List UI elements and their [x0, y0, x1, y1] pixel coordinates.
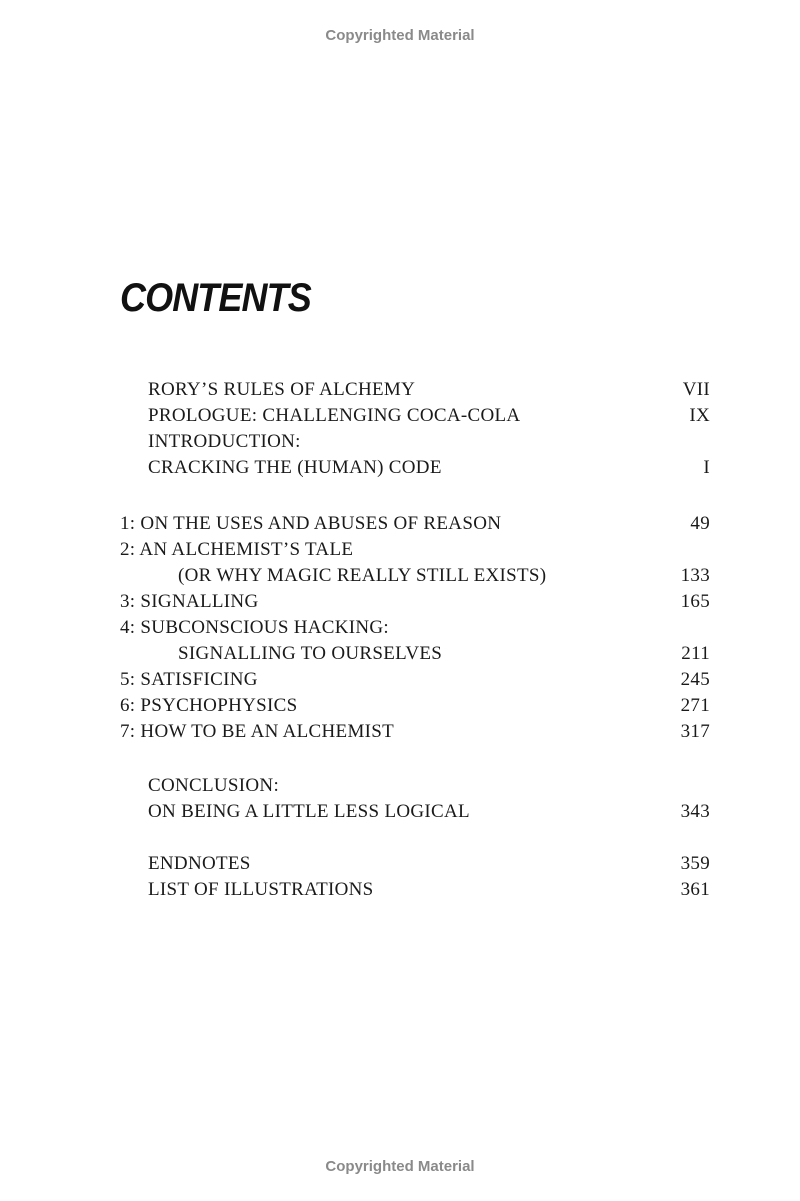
toc-entry-title: INTRODUCTION:: [148, 431, 301, 452]
toc-entry-title: 3: SIGNALLING: [120, 591, 259, 612]
toc-entry-page: 133: [680, 565, 710, 586]
toc-entry-title: SIGNALLING TO OURSELVES: [178, 643, 443, 664]
toc-entry-title: CONCLUSION:: [148, 775, 280, 796]
toc-entry[interactable]: [0, 852, 800, 876]
toc-entry[interactable]: [0, 642, 800, 666]
toc-entry-title: 2: AN ALCHEMIST’S TALE: [120, 539, 354, 560]
toc-entry-page: 317: [680, 721, 710, 742]
toc-entry-title: 7: HOW TO BE AN ALCHEMIST: [120, 721, 395, 742]
toc-entry[interactable]: [0, 800, 800, 824]
toc-entry[interactable]: [0, 668, 800, 692]
toc-entry-title: ON BEING A LITTLE LESS LOGICAL: [148, 801, 470, 822]
toc-entry[interactable]: [0, 404, 800, 428]
toc-entry-title: ENDNOTES: [148, 853, 251, 874]
toc-entry[interactable]: [0, 694, 800, 718]
toc-entry-page: 245: [680, 669, 710, 690]
toc-entry-page: 361: [680, 879, 710, 900]
toc-entry-page: I: [703, 457, 710, 478]
toc-entry-title: 1: ON THE USES AND ABUSES OF REASON: [120, 513, 502, 534]
toc-entry-title: LIST OF ILLUSTRATIONS: [148, 879, 374, 900]
page-title: CONTENTS: [120, 276, 311, 320]
toc-entry-page: 271: [680, 695, 710, 716]
toc-entry[interactable]: [0, 456, 800, 480]
toc-entry-page: 49: [690, 513, 710, 534]
toc-entry-page: 343: [680, 801, 710, 822]
toc-entry[interactable]: [0, 564, 800, 588]
toc-entry[interactable]: [0, 878, 800, 902]
toc-entry[interactable]: [0, 430, 800, 454]
toc-entry-page: VII: [682, 379, 710, 400]
toc-entry-title: (OR WHY MAGIC REALLY STILL EXISTS): [178, 565, 547, 586]
toc-entry-page: 359: [680, 853, 710, 874]
toc-entry[interactable]: [0, 774, 800, 798]
toc-entry[interactable]: [0, 378, 800, 402]
toc-entry-page: 211: [681, 643, 710, 664]
toc-entry-title: CRACKING THE (HUMAN) CODE: [148, 457, 442, 478]
toc-entry-title: 6: PSYCHOPHYSICS: [120, 695, 298, 716]
toc-entry-title: 4: SUBCONSCIOUS HACKING:: [120, 617, 390, 638]
copyright-watermark-bottom: Copyrighted Material: [325, 1158, 475, 1175]
toc-entry-title: PROLOGUE: CHALLENGING COCA-COLA: [148, 405, 521, 426]
toc-entry[interactable]: [0, 720, 800, 744]
toc-entry-title: 5: SATISFICING: [120, 669, 258, 690]
toc-entry[interactable]: [0, 538, 800, 562]
toc-entry-title: RORY’S RULES OF ALCHEMY: [148, 379, 416, 400]
toc-entry[interactable]: [0, 616, 800, 640]
toc-entry-page: 165: [680, 591, 710, 612]
copyright-watermark-top: Copyrighted Material: [325, 27, 475, 44]
toc-entry[interactable]: [0, 590, 800, 614]
toc-entry[interactable]: [0, 512, 800, 536]
toc-entry-page: IX: [689, 405, 710, 426]
